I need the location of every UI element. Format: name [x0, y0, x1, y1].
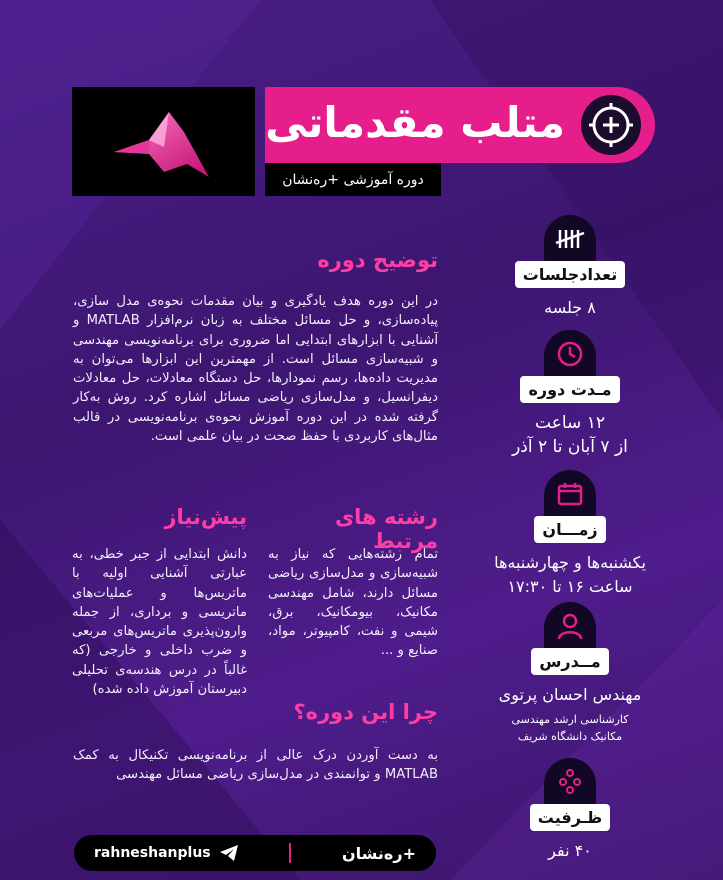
why-heading: چرا این دوره؟: [293, 700, 438, 724]
sessions-info: [470, 215, 670, 320]
sessions-label: تعدادجلسات: [515, 261, 625, 288]
capacity-info: [470, 758, 670, 863]
teacher-degree: کارشناسی ارشد مهندسی: [511, 713, 629, 726]
footer-brand: +ره‌نشان: [341, 843, 416, 863]
prereq-text: دانش ابتدایی از جبر خطی، به عبارتی آشنایی اولیه با ماتریس‌ها و عملیات‌های ماتریسی و برداری، از جمله وارون‌پذیری ماتریس‌های مربعی و ضرب داخلی و خارجی (که غالباً در درس هندسه‌ی تحلیلی دبیرستان آموزش داده شده): [72, 547, 247, 698]
subtitle-badge: دوره آموزشی +ره‌نشان: [265, 163, 441, 196]
footer-bar: [74, 835, 436, 871]
plus-icon: [581, 95, 641, 155]
telegram-link[interactable]: [94, 844, 239, 862]
person-icon: [544, 602, 596, 650]
people-icon: [544, 758, 596, 806]
time-info: [470, 470, 670, 599]
title-banner: [265, 87, 655, 163]
time-hours: ساعت ۱۶ تا ۱۷:۳۰: [507, 577, 633, 596]
prereq-heading: پیش‌نیاز: [164, 505, 247, 529]
calendar-icon: [544, 470, 596, 518]
teacher-name: مهندس احسان پرتوی: [498, 685, 642, 704]
time-days: یکشنبه‌ها و چهارشنبه‌ها: [494, 553, 646, 572]
teacher-university: مکانیک دانشگاه شریف: [517, 730, 623, 743]
course-description: در این دوره هدف یادگیری و بیان مقدمات نحوه‌ی مدل سازی، پیاده‌سازی، و حل مسائل مختلف به زبان نرم‌افزار MATLAB و آشنایی با ابزارهای ابتدایی اما ضروری برای برنامه‌نویسی مهندسی و شبیه‌سازی مسائل است. از مهمترین این ابزارها می‌توان به مدیریت داده‌ها، رسم نمودارها، حل دستگاه معادلات، حل معادلات دیفرانسیل، و مدل‌سازی ریاضی مسائل اشاره کرد. روش به‌کار گرفته شده در این دوره آموزش نحوه‌ی برنامه‌نویسی در قالب مثال‌های کاربردی با حفظ صحت در بیان علمی است.: [73, 294, 438, 445]
matlab-logo-box: [72, 87, 255, 196]
telegram-icon: [219, 844, 239, 862]
related-fields-text: تمام رشته‌هایی که نیاز به شبیه‌سازی و مدل‌سازی ریاضی مسائل دارند، شامل مهندسی مکانیک، بیومکانیک، برق، شیمی و نفت، کامپیوتر، مواد، صنایع و ...: [268, 547, 438, 659]
matlab-logo-icon: [109, 102, 219, 182]
capacity-value: ۴۰ نفر: [548, 841, 592, 860]
page-title: متلب مقدماتی: [265, 98, 565, 147]
related-heading: رشته های مرتبط: [334, 505, 438, 553]
telegram-handle: rahneshanplus: [94, 845, 211, 861]
duration-dates: از ۷ آبان تا ۲ آذر: [512, 437, 628, 457]
clock-icon: [544, 330, 596, 378]
course-heading: توضیح دوره: [317, 248, 438, 272]
capacity-label: ظـرفیت: [530, 804, 610, 831]
sessions-value: ۸ جلسه: [544, 298, 596, 317]
time-label: زمـــان: [534, 516, 605, 543]
teacher-label: مــدرس: [531, 648, 608, 675]
duration-info: [470, 330, 670, 459]
teacher-info: [470, 602, 670, 745]
why-text: به دست آوردن درک عالی از برنامه‌نویسی تکنیکال به کمک MATLAB و توانمندی در مدل‌سازی ریاضی مسائل مهندسی: [73, 748, 438, 783]
tally-icon: [544, 215, 596, 263]
duration-hours: ۱۲ ساعت: [535, 413, 605, 433]
footer-divider: [289, 843, 291, 863]
duration-label: مـدت دوره: [520, 376, 619, 403]
